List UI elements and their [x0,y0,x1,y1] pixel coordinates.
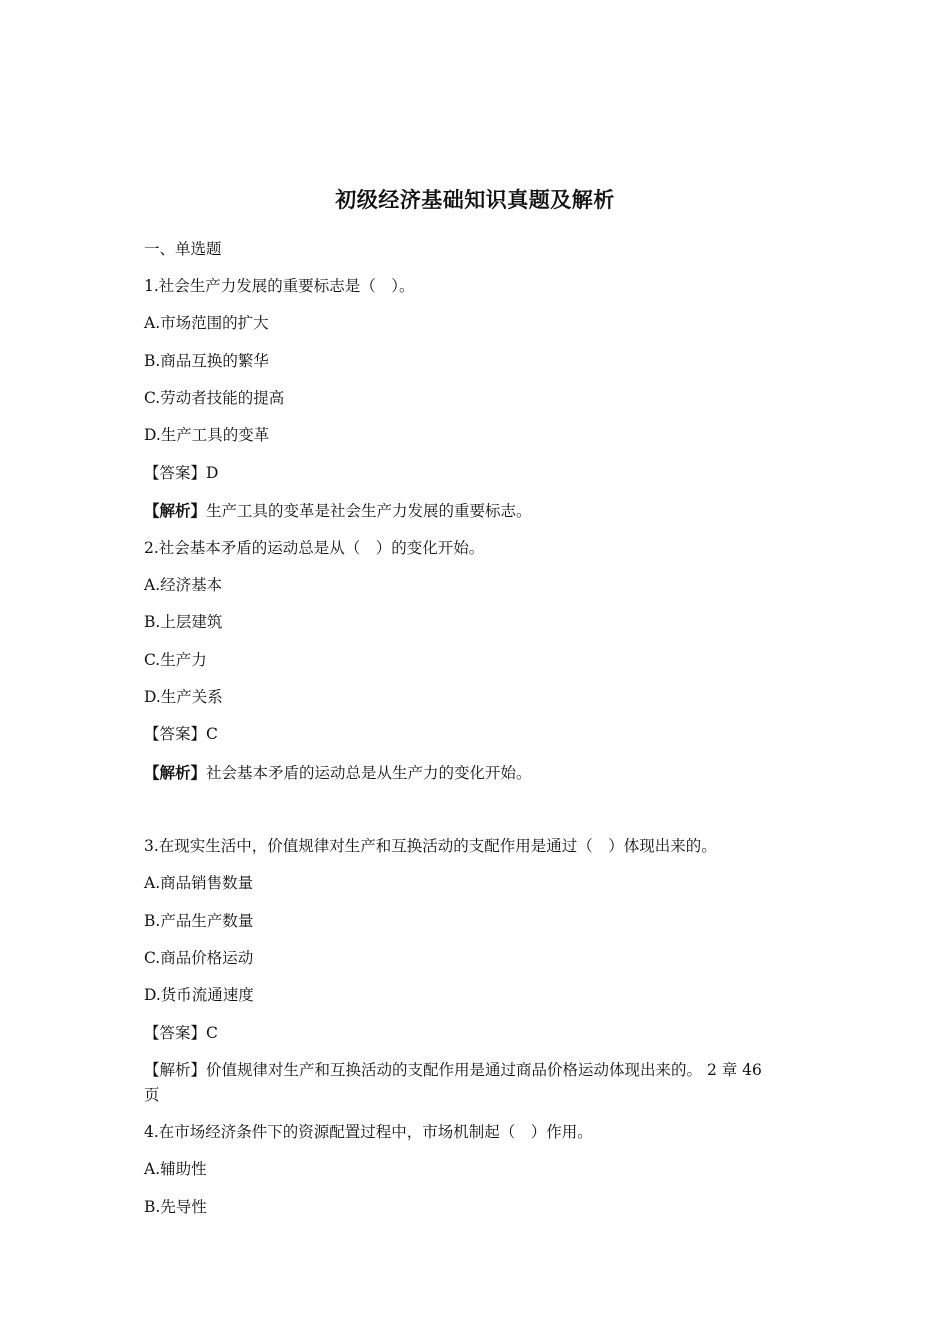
section-heading: 一、单选题 [144,240,222,258]
question-2-option-b: B.上层建筑 [144,613,223,631]
question-1-option-b: B.商品互换的繁华 [144,352,269,370]
question-3-analysis [144,1058,824,1083]
question-4-option-a: A.辅助性 [144,1160,207,1178]
question-1-option-c: C.劳动者技能的提高 [144,389,285,407]
analysis-text: 生产工具的变革是社会生产力发展的重要标志。 [206,502,532,520]
question-4-stem: 4.在市场经济条件下的资源配置过程中，市场机制起（ ）作用。 [144,1123,593,1141]
answer-label: 【答案】 [144,464,207,482]
question-3-option-c: C.商品价格运动 [144,949,254,967]
document-title: 初级经济基础知识真题及解析 [335,187,615,212]
question-3-answer [144,1021,824,1046]
question-2-option-d: D.生产关系 [144,688,223,706]
question-3-option-a: A.商品销售数量 [144,874,254,892]
question-2-option-a: A.经济基本 [144,576,223,594]
answer-value: D [206,464,219,482]
question-2-option-c: C.生产力 [144,651,207,669]
analysis-label: 【解析】 [144,763,207,782]
analysis-text: 价值规律对生产和互换活动的支配作用是通过商品价格运动体现出来的。 2 章 46 [206,1061,762,1079]
question-3-stem: 3.在现实生活中，价值规律对生产和互换活动的支配作用是通过（ ）体现出来的。 [144,837,717,855]
answer-value: C [206,1024,218,1042]
question-1-option-a: A.市场范围的扩大 [144,314,269,332]
question-1-answer [144,461,824,486]
question-2-stem: 2.社会基本矛盾的运动总是从（ ）的变化开始。 [144,539,485,557]
question-1-stem: 1.社会生产力发展的重要标志是（ ）。 [144,277,415,295]
analysis-label: 【解析】 [144,1061,207,1079]
analysis-text: 社会基本矛盾的运动总是从生产力的变化开始。 [206,764,532,782]
answer-label: 【答案】 [144,1024,207,1042]
question-1-option-d: D.生产工具的变革 [144,426,270,444]
question-3-analysis-continued: 页 [144,1086,160,1104]
question-1-analysis [144,498,824,524]
question-4-option-b: B.先导性 [144,1198,207,1216]
analysis-label: 【解析】 [144,501,207,520]
answer-label: 【答案】 [144,725,207,743]
question-2-analysis [144,760,824,786]
question-3-option-d: D.货币流通速度 [144,986,254,1004]
question-3-option-b: B.产品生产数量 [144,912,254,930]
question-2-answer [144,722,824,747]
answer-value: C [206,725,218,743]
